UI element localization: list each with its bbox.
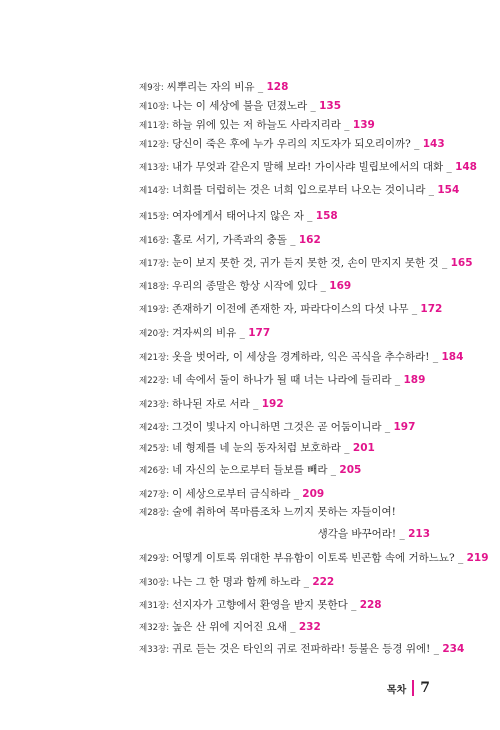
page-separator: _ bbox=[290, 488, 303, 500]
toc-entry bbox=[139, 183, 460, 198]
page-number: 219 bbox=[466, 552, 489, 564]
page-separator: _ bbox=[340, 442, 353, 454]
chapter-number: 제12장: bbox=[139, 140, 170, 150]
page-separator: _ bbox=[340, 119, 353, 131]
chapter-title: 이 세상으로부터 금식하라 bbox=[172, 488, 291, 500]
chapter-title: 눈이 보지 못한 것, 귀가 듣지 못한 것, 손이 만지지 못한 것 bbox=[172, 257, 439, 269]
page-number: 209 bbox=[302, 488, 325, 500]
page-separator: _ bbox=[410, 138, 423, 150]
page-separator: _ bbox=[347, 599, 360, 611]
toc-entry bbox=[139, 463, 440, 478]
toc-entry bbox=[139, 551, 489, 566]
page-separator: _ bbox=[454, 552, 467, 564]
chapter-number: 제29장: bbox=[139, 554, 170, 564]
toc-entry bbox=[139, 505, 440, 520]
chapter-number: 제9장: bbox=[139, 83, 164, 93]
footer-section-label: 목차 bbox=[386, 684, 407, 696]
chapter-title: 너희를 더럽히는 것은 너희 입으로부터 나오는 것이니라 bbox=[172, 184, 426, 196]
chapter-number: 제27장: bbox=[139, 490, 170, 500]
toc-entry bbox=[139, 80, 440, 95]
page-number: 228 bbox=[359, 599, 382, 611]
page-separator: _ bbox=[300, 576, 313, 588]
page-number: 143 bbox=[422, 138, 445, 150]
chapter-number: 제31장: bbox=[139, 601, 170, 611]
chapter-title: 우리의 종말은 항상 시작에 있다 bbox=[172, 280, 318, 292]
toc-entry bbox=[139, 575, 440, 590]
page-number: 128 bbox=[266, 81, 289, 93]
page-separator: _ bbox=[408, 303, 421, 315]
page-number: 139 bbox=[352, 119, 375, 131]
page-number: 169 bbox=[329, 280, 352, 292]
chapter-number: 제24장: bbox=[139, 423, 170, 433]
chapter-number: 제28장: bbox=[139, 508, 170, 518]
page-separator: _ bbox=[317, 280, 330, 292]
page-separator: _ bbox=[396, 528, 409, 540]
chapter-number: 제13장: bbox=[139, 163, 170, 173]
chapter-title: 씨뿌리는 자의 비유 bbox=[166, 81, 255, 93]
chapter-number: 제21장: bbox=[139, 353, 170, 363]
chapter-number: 제22장: bbox=[139, 376, 170, 386]
page-number: 197 bbox=[393, 421, 416, 433]
page-number: 205 bbox=[339, 464, 362, 476]
chapter-title: 생각을 바꾸어라! bbox=[317, 528, 397, 540]
toc-entry bbox=[139, 441, 440, 456]
chapter-number: 제10장: bbox=[139, 102, 170, 112]
chapter-number: 제23장: bbox=[139, 400, 170, 410]
page-number: 232 bbox=[298, 621, 321, 633]
page-separator: _ bbox=[249, 398, 262, 410]
chapter-title: 네 자신의 눈으로부터 들보를 빼라 bbox=[172, 464, 328, 476]
toc-entry bbox=[139, 256, 473, 271]
page-number: 192 bbox=[261, 398, 284, 410]
page-number: 172 bbox=[420, 303, 443, 315]
chapter-title: 여자에게서 태어나지 않은 자 bbox=[172, 210, 304, 222]
chapter-number: 제32장: bbox=[139, 623, 170, 633]
chapter-title: 나는 이 세상에 불을 던졌노라 bbox=[172, 100, 308, 112]
toc-entry-continuation bbox=[318, 527, 430, 541]
footer-page-number: 7 bbox=[420, 680, 430, 696]
chapter-title: 높은 산 위에 지어진 요새 bbox=[172, 621, 287, 633]
chapter-number: 제30장: bbox=[139, 578, 170, 588]
page-number: 201 bbox=[352, 442, 375, 454]
chapter-number: 제17장: bbox=[139, 259, 170, 269]
chapter-number: 제25장: bbox=[139, 444, 170, 454]
chapter-title: 당신이 죽은 후에 누가 우리의 지도자가 되오리이까? bbox=[172, 138, 411, 150]
chapter-title: 네 형제를 네 눈의 동자처럼 보호하라 bbox=[172, 442, 341, 454]
toc-entry bbox=[139, 302, 443, 317]
toc-entry bbox=[139, 99, 440, 114]
page-separator: _ bbox=[381, 421, 394, 433]
page-number: 234 bbox=[442, 643, 465, 655]
page-separator: _ bbox=[254, 81, 267, 93]
toc-entry bbox=[139, 233, 440, 248]
chapter-number: 제16장: bbox=[139, 236, 170, 246]
page-separator: _ bbox=[425, 184, 438, 196]
chapter-title: 홀로 서기, 가족과의 충돌 bbox=[172, 234, 287, 246]
toc-entry bbox=[139, 137, 445, 152]
chapter-number: 제18장: bbox=[139, 282, 170, 292]
page-separator: _ bbox=[429, 351, 442, 363]
chapter-title: 존재하기 이전에 존재한 자, 파라다이스의 다섯 나무 bbox=[172, 303, 409, 315]
chapter-title: 옷을 벗어라, 이 세상을 경계하라, 익은 곡식을 추수하라! bbox=[172, 351, 430, 363]
chapter-number: 제26장: bbox=[139, 466, 170, 476]
chapter-title: 나는 그 한 명과 함께 하노라 bbox=[172, 576, 301, 588]
toc-entry bbox=[139, 397, 440, 412]
page-separator: _ bbox=[391, 374, 404, 386]
chapter-title: 귀로 듣는 것은 타인의 귀로 전파하라! 등불은 등경 위에! bbox=[172, 643, 431, 655]
chapter-title: 내가 무엇과 같은지 말해 보라! 가이사랴 빌립보에서의 대화 bbox=[172, 161, 444, 173]
chapter-number: 제11장: bbox=[139, 121, 170, 131]
page-separator: _ bbox=[286, 234, 299, 246]
page-number: 165 bbox=[450, 257, 473, 269]
toc-entry bbox=[139, 373, 440, 388]
chapter-number: 제20장: bbox=[139, 329, 170, 339]
page-separator: _ bbox=[327, 464, 340, 476]
page-footer bbox=[387, 680, 430, 696]
toc-entry bbox=[139, 209, 440, 224]
page-number: 222 bbox=[312, 576, 335, 588]
page-number: 189 bbox=[403, 374, 426, 386]
page-separator: _ bbox=[236, 327, 249, 339]
page-number: 162 bbox=[298, 234, 321, 246]
chapter-number: 제15장: bbox=[139, 212, 170, 222]
chapter-title: 하늘 위에 있는 저 하늘도 사라지리라 bbox=[172, 119, 341, 131]
toc-entry bbox=[139, 642, 465, 657]
page-number: 158 bbox=[315, 210, 338, 222]
page-separator: _ bbox=[438, 257, 451, 269]
page-separator: _ bbox=[303, 210, 316, 222]
page-separator: _ bbox=[286, 621, 299, 633]
page-number: 184 bbox=[441, 351, 464, 363]
chapter-number: 제19장: bbox=[139, 305, 170, 315]
toc-entry bbox=[139, 279, 440, 294]
chapter-number: 제33장: bbox=[139, 645, 170, 655]
toc-entry bbox=[139, 487, 440, 502]
chapter-title: 하나된 자로 서라 bbox=[172, 398, 250, 410]
toc-entry bbox=[139, 420, 440, 435]
chapter-number: 제14장: bbox=[139, 186, 170, 196]
toc-entry bbox=[139, 160, 477, 175]
chapter-title: 겨자씨의 비유 bbox=[172, 327, 237, 339]
toc-entry bbox=[139, 350, 464, 365]
toc-entry bbox=[139, 326, 440, 341]
page-number: 154 bbox=[437, 184, 460, 196]
toc-entry bbox=[139, 598, 440, 613]
footer-accent-bar bbox=[412, 680, 414, 696]
page-separator: _ bbox=[443, 161, 456, 173]
page-number: 148 bbox=[455, 161, 477, 173]
page-separator: _ bbox=[307, 100, 320, 112]
toc-entry bbox=[139, 620, 440, 635]
chapter-title: 선지자가 고향에서 환영을 받지 못한다 bbox=[172, 599, 348, 611]
chapter-title: 어떻게 이토록 위대한 부유함이 이토록 빈곤함 속에 거하느뇨? bbox=[172, 552, 455, 564]
chapter-title: 그것이 빛나지 아니하면 그것은 곧 어둠이니라 bbox=[172, 421, 382, 433]
chapter-title: 술에 취하여 목마름조차 느끼지 못하는 자들이여! bbox=[172, 506, 396, 518]
page-separator: _ bbox=[430, 643, 443, 655]
toc-entry bbox=[139, 118, 440, 133]
chapter-title: 네 속에서 둘이 하나가 될 때 너는 나라에 들리라 bbox=[172, 374, 392, 386]
page-number: 213 bbox=[408, 528, 430, 540]
page-number: 135 bbox=[319, 100, 342, 112]
page-number: 177 bbox=[248, 327, 271, 339]
